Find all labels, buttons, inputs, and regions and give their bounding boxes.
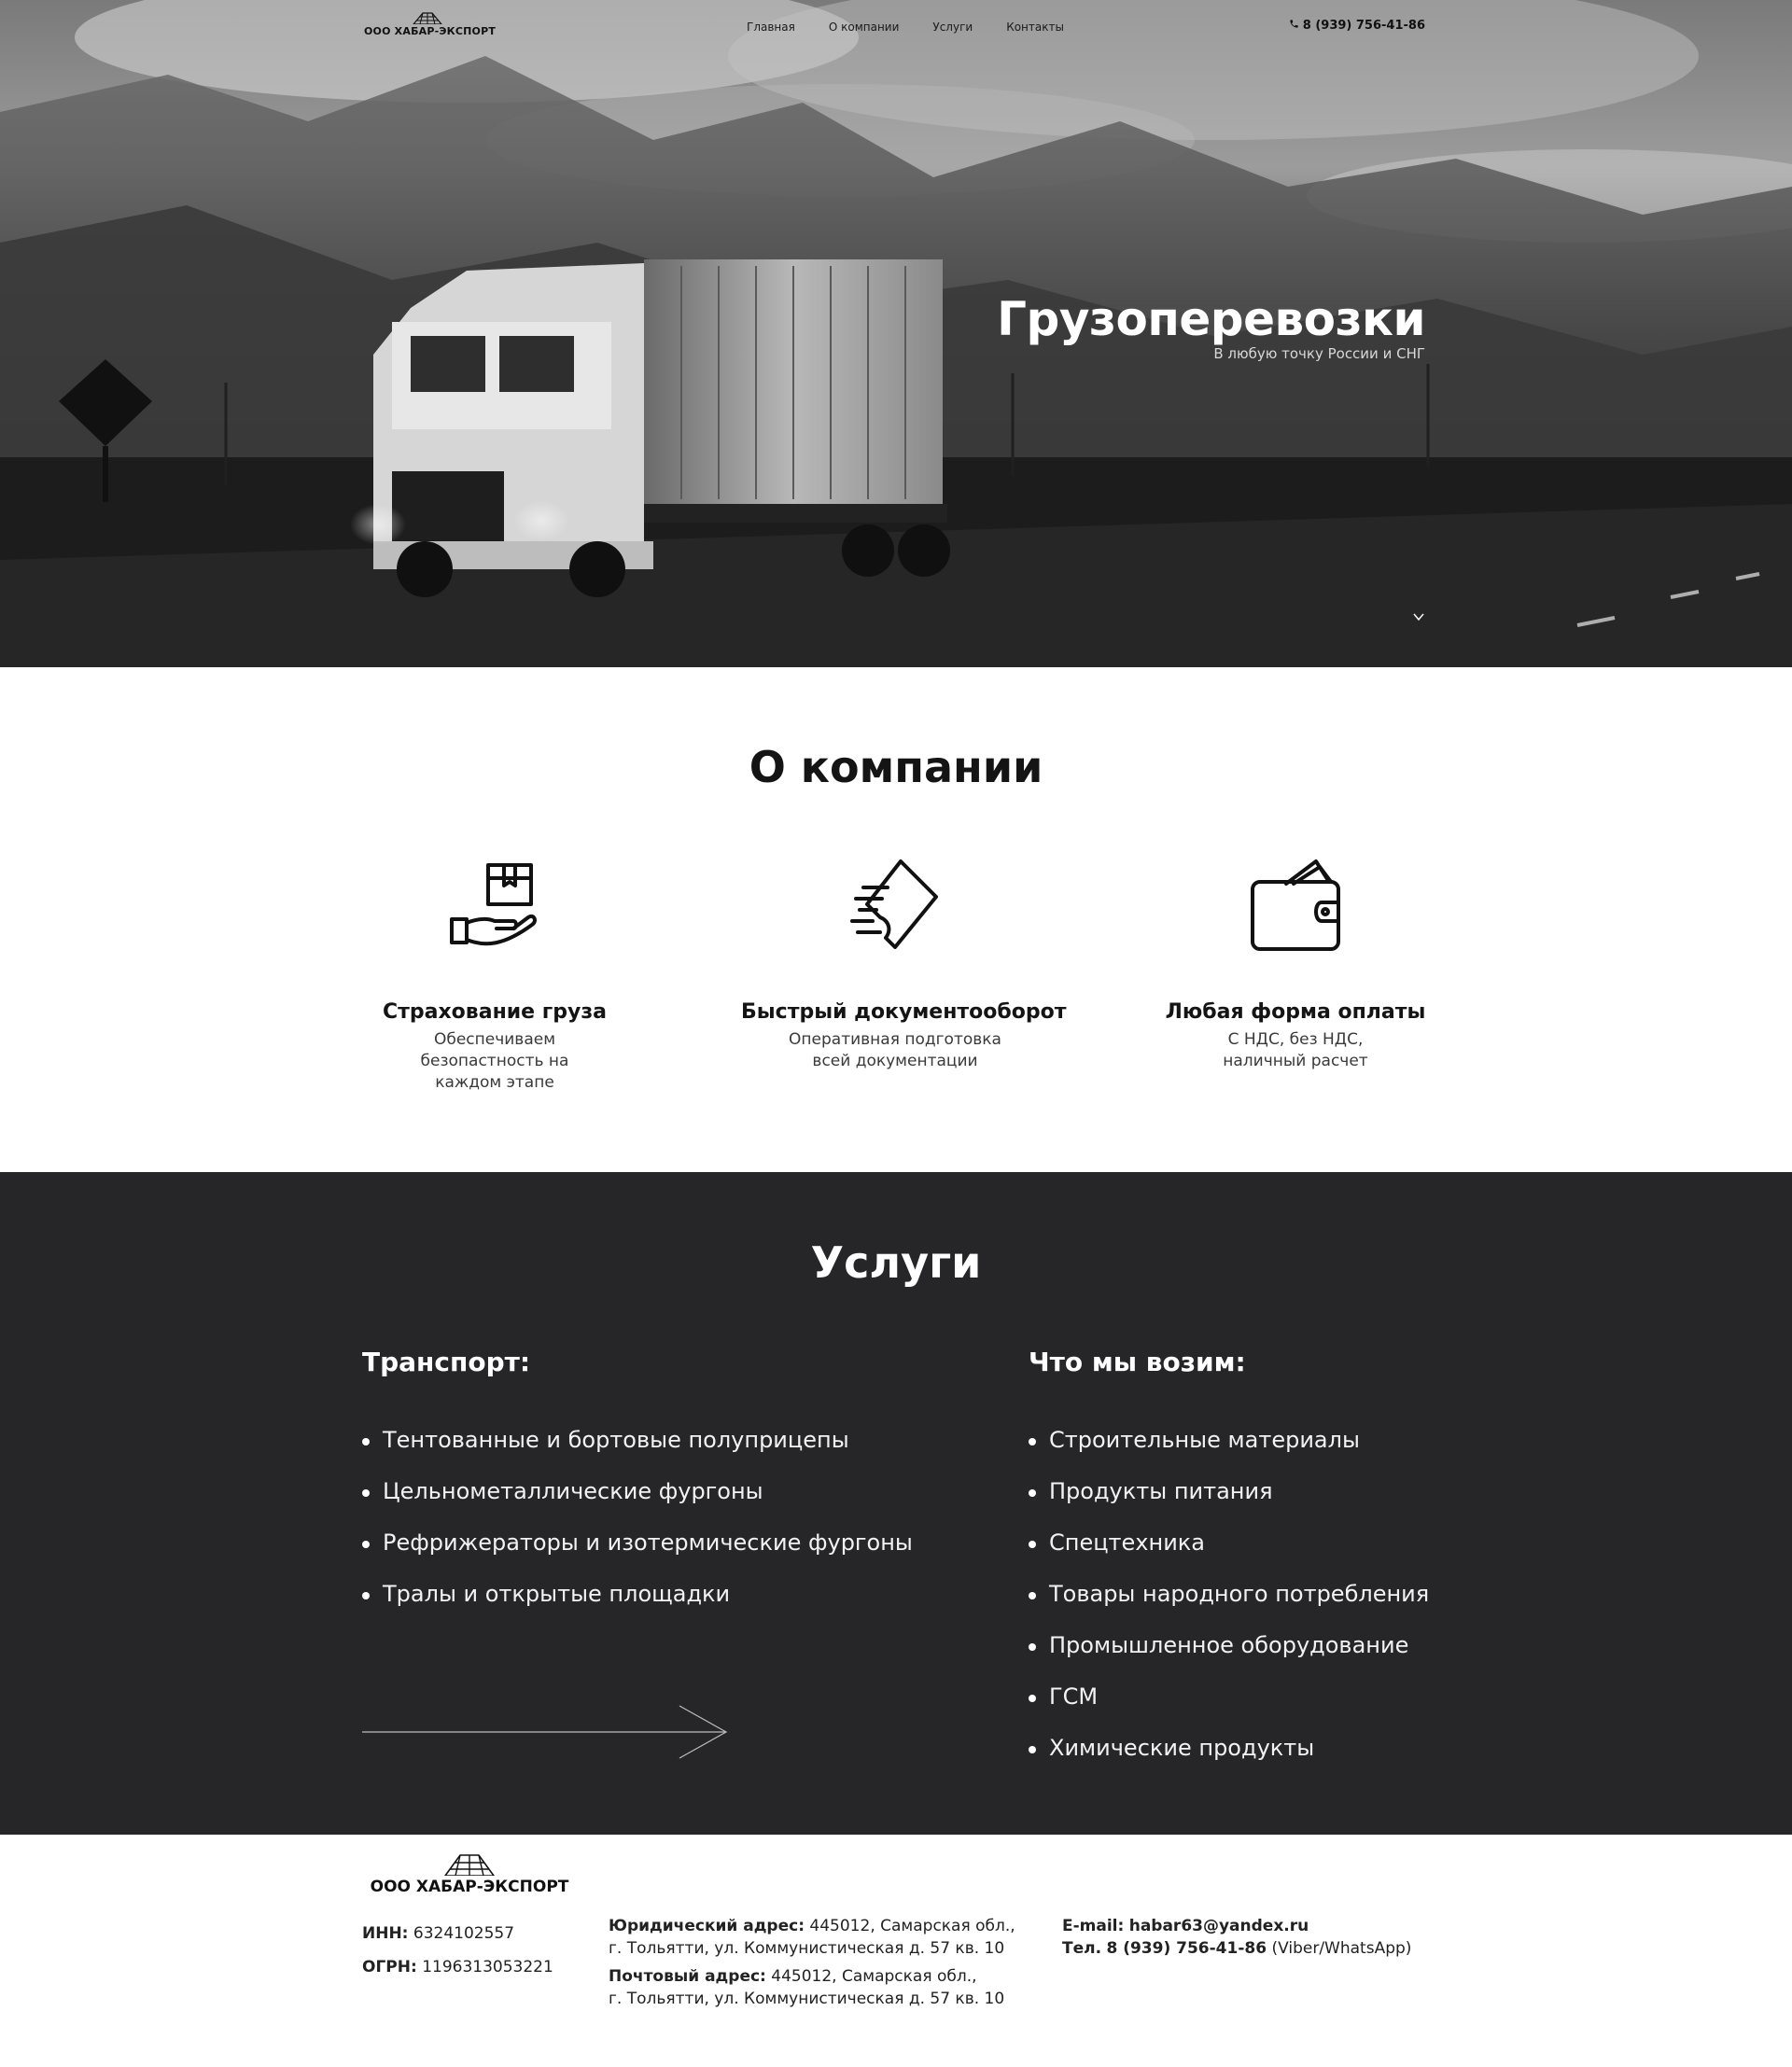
cargo-list-item: ГСМ: [1029, 1671, 1429, 1723]
legal-address-label: Юридический адрес:: [609, 1917, 805, 1935]
legal-address-line2: г. Тольятти, ул. Коммунистическая д. 57 кв. 10: [609, 1939, 1005, 1958]
postal-address-label: Почтовый адрес:: [609, 1967, 766, 1986]
services-title: Услуги: [810, 1237, 982, 1288]
feature-card-payment: [1141, 854, 1449, 1072]
nav-link-contacts[interactable]: Контакты: [1006, 21, 1064, 34]
feature-card-insurance: [341, 854, 649, 1094]
feature-title-insurance: Страхование груза: [383, 1000, 607, 1024]
insurance-box-hand-icon: [439, 854, 551, 957]
hero-subtitle: В любую точку России и СНГ: [1213, 345, 1425, 362]
feature-card-documents: [741, 854, 1067, 1072]
cargo-list-item: Спецтехника: [1029, 1517, 1429, 1569]
header-phone-number: 8 (939) 756-41-86: [1302, 19, 1425, 33]
transport-list-item: Тентованные и бортовые полуприцепы: [362, 1415, 913, 1466]
nav-link-home[interactable]: Главная: [747, 21, 795, 34]
email-label: E-mail:: [1062, 1917, 1125, 1935]
inn-label: ИНН:: [362, 1924, 409, 1943]
about-section: [0, 667, 1792, 1172]
ogrn-value: 1196313053221: [422, 1958, 553, 1976]
email-row: [1062, 1915, 1411, 1937]
phone-row: [1062, 1937, 1411, 1960]
postal-address-line1: [609, 1965, 1015, 1988]
feature-title-documents: Быстрый документооборот: [741, 1000, 1067, 1024]
cargo-list-item: Продукты питания: [1029, 1466, 1429, 1517]
footer-contacts: [1062, 1915, 1411, 1960]
logo-mark-icon: [412, 11, 443, 24]
transport-list: [362, 1415, 913, 1620]
postal-address-line1-value: 445012, Самарская обл.,: [771, 1967, 977, 1986]
hero-section: [0, 0, 1792, 667]
inn-value: 6324102557: [413, 1924, 515, 1943]
cargo-list-item: Товары народного потребления: [1029, 1569, 1429, 1620]
chevron-down-icon[interactable]: [1410, 608, 1427, 625]
nav-link-services[interactable]: Услуги: [932, 21, 973, 34]
legal-address-line1: [609, 1915, 1015, 1937]
logo-text: ООО ХАБАР-ЭКСПОРТ: [364, 25, 497, 37]
transport-list-item: Рефрижераторы и изотермические фургоны: [362, 1517, 913, 1569]
footer-logo[interactable]: [366, 1853, 573, 1896]
fast-document-icon: [839, 854, 951, 957]
postal-address-line2: г. Тольятти, ул. Коммунистическая д. 57 кв. 10: [609, 1990, 1005, 2008]
footer-phone-link[interactable]: 8 (939) 756-41-86: [1106, 1939, 1267, 1958]
arrow-right-icon: [362, 1704, 728, 1760]
about-title: О компании: [749, 742, 1043, 792]
footer-logo-text: ООО ХАБАР-ЭКСПОРТ: [370, 1878, 569, 1896]
cargo-column: [1029, 1347, 1429, 1774]
logo-mark-icon: [443, 1853, 496, 1876]
footer-addresses: [609, 1915, 1015, 2010]
cargo-title: Что мы возим:: [1029, 1347, 1246, 1377]
phone-note: (Viber/WhatsApp): [1271, 1939, 1412, 1958]
hero-title: Грузоперевозки: [997, 292, 1425, 346]
feature-text-insurance: Обеспечиваем безопастность на каждом этапе: [420, 1030, 569, 1092]
footer: [0, 1835, 1792, 2067]
cargo-list-item: Промышленное оборудование: [1029, 1620, 1429, 1671]
transport-column: [362, 1347, 913, 1620]
nav-link-about[interactable]: О компании: [828, 21, 900, 34]
header-logo[interactable]: [364, 11, 497, 45]
footer-company-ids: [362, 1917, 553, 1984]
transport-title: Транспорт:: [362, 1347, 531, 1377]
phone-icon: [1289, 19, 1299, 29]
wallet-icon: [1239, 854, 1351, 957]
legal-address-line1-value: 445012, Самарская обл.,: [809, 1917, 1015, 1935]
services-section: [0, 1172, 1792, 1835]
phone-label: Тел.: [1062, 1939, 1102, 1958]
transport-list-item: Тралы и открытые площадки: [362, 1569, 913, 1620]
hero-background-image: [0, 0, 1792, 667]
ogrn-label: ОГРН:: [362, 1958, 417, 1976]
email-link[interactable]: habar63@yandex.ru: [1128, 1917, 1309, 1935]
feature-text-documents: Оперативная подготовка всей документации: [789, 1030, 1001, 1070]
header-phone[interactable]: [1289, 19, 1425, 33]
inn-row: [362, 1917, 553, 1950]
hero-heading-block: [997, 291, 1425, 362]
cargo-list: [1029, 1415, 1429, 1774]
top-navbar: [0, 0, 1792, 56]
cargo-list-item: Строительные материалы: [1029, 1415, 1429, 1466]
transport-list-item: Цельнометаллические фургоны: [362, 1466, 913, 1517]
feature-text-payment: С НДС, без НДС, наличный расчет: [1223, 1030, 1368, 1070]
ogrn-row: [362, 1950, 553, 1984]
cargo-list-item: Химические продукты: [1029, 1723, 1429, 1774]
feature-title-payment: Любая форма оплаты: [1165, 1000, 1426, 1024]
main-nav: [747, 21, 1064, 34]
